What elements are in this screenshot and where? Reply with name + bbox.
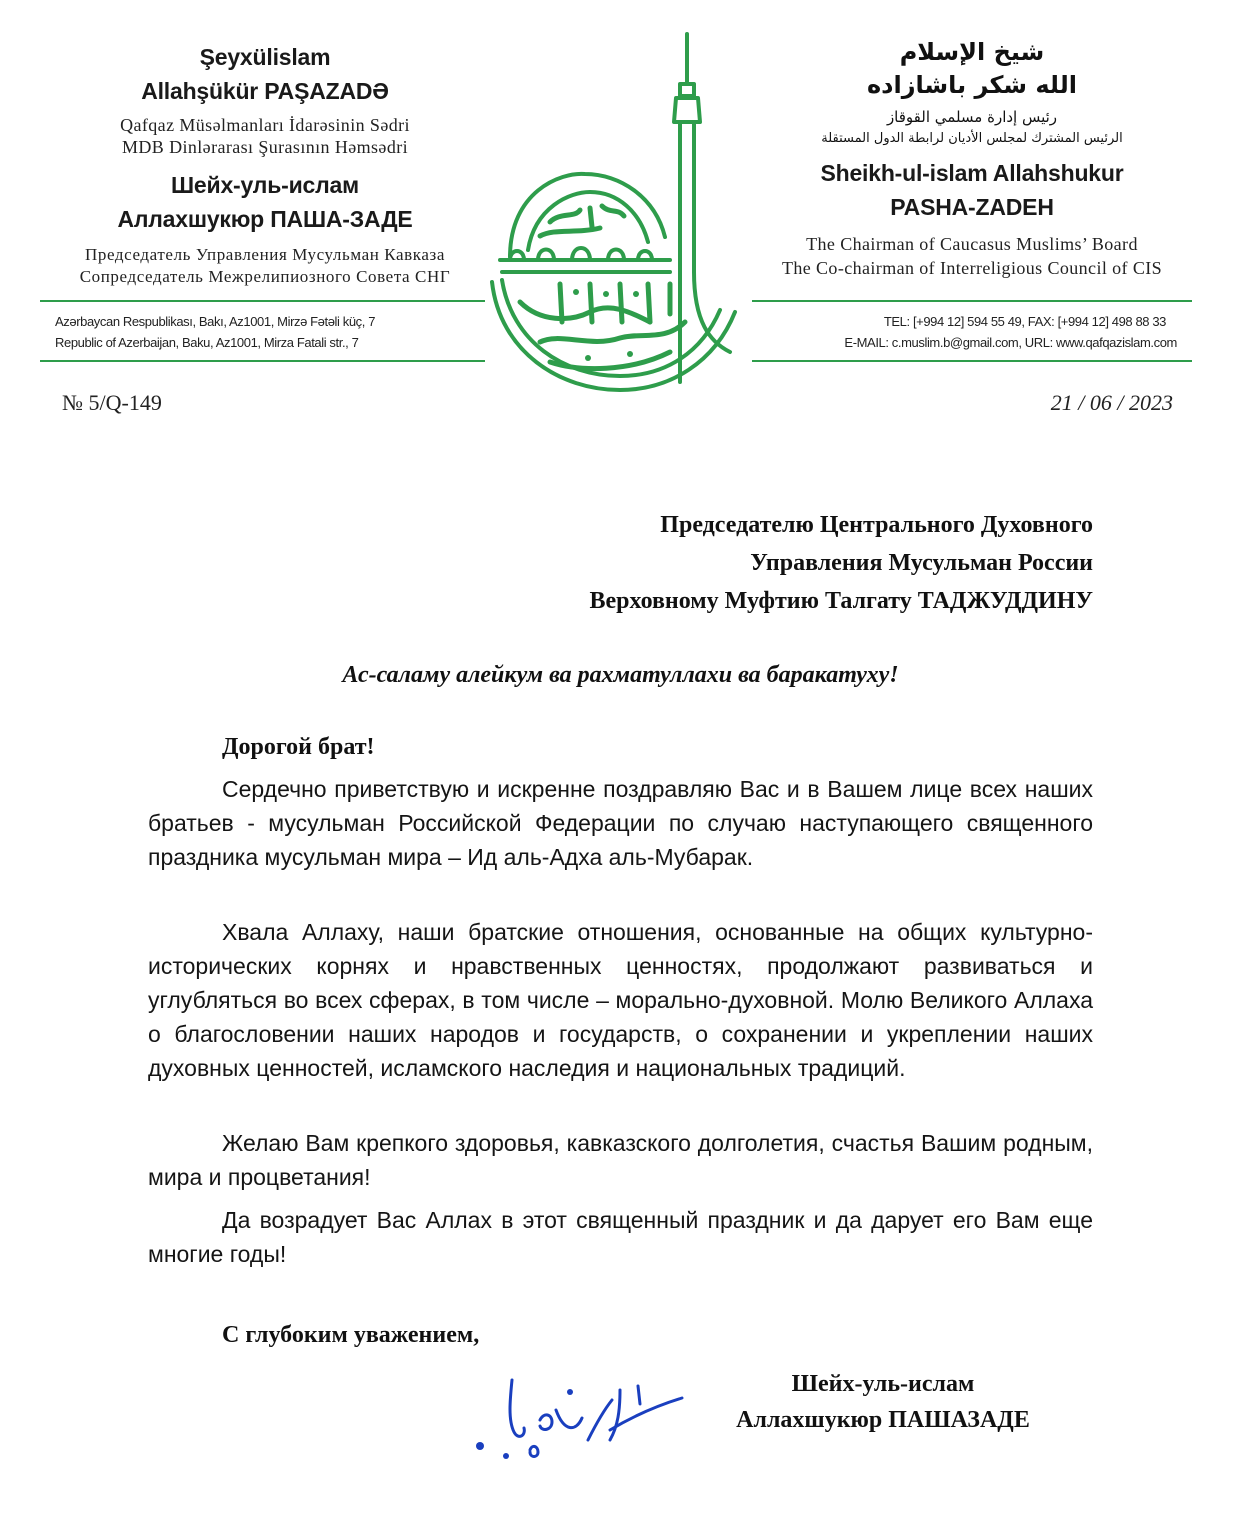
letter-number: № 5/Q-149 bbox=[62, 390, 162, 415]
address-az: Azərbaycan Respublikası, Bakı, Az1001, Mirzə Fətəli küç, 7 bbox=[55, 314, 376, 329]
salutation: Дорогой брат! bbox=[222, 734, 375, 760]
letterhead-divider-left-bottom bbox=[40, 360, 485, 362]
letterhead-divider-right-bottom bbox=[752, 360, 1192, 362]
signatory-block bbox=[673, 1366, 1093, 1438]
body-paragraph-2: Хвала Аллаху, наши братские отношения, основанные на общих культурно-исторических корнях и нравственных ценностях, продолжают развиваться и углубляться во всех сферах, в том числе – морально-духовной. Молю Великого Аллаха о благословении наших народов и государств, о сохранении и укреплении наших духовных ценностей, исламского наследия и национальных традиций. bbox=[148, 919, 1093, 1081]
letterhead-divider-right bbox=[752, 300, 1192, 302]
closing: С глубоким уважением, bbox=[222, 1322, 480, 1348]
az-title-1: Şeyxülislam bbox=[199, 44, 331, 70]
letter-date: 21 / 06 / 2023 bbox=[1050, 390, 1173, 415]
en-title-1: Sheikh-ul-islam Allahshukur bbox=[820, 160, 1124, 186]
signatory-name: Аллахшукюр ПАШАЗАДЕ bbox=[736, 1407, 1030, 1433]
ar-title-2: الله شكر باشازاده bbox=[867, 71, 1077, 99]
en-title-2: PASHA-ZADEH bbox=[890, 194, 1054, 220]
addressee-line-1: Председателю Центрального Духовного bbox=[660, 512, 1093, 538]
ru-title-2: Аллахшукюр ПАША-ЗАДЕ bbox=[117, 206, 413, 232]
az-subtitle-2: MDB Dinlərarası Şurasının Həmsədri bbox=[121, 137, 409, 157]
contact-phone-fax: TEL: [+994 12] 594 55 49, FAX: [+994 12] 498 88 33 bbox=[883, 314, 1166, 329]
greeting: Ас-саламу алейкум ва рахматуллахи ва баракатуху! bbox=[342, 662, 899, 688]
signatory-title: Шейх-уль-ислам bbox=[791, 1371, 975, 1397]
ru-title-1: Шейх-уль-ислам bbox=[171, 172, 359, 198]
letterhead-divider-left bbox=[40, 300, 485, 302]
body-paragraph-4: Да возрадует Вас Аллах в этот священный праздник и да дарует его Вам еще многие годы! bbox=[148, 1207, 1093, 1267]
ru-subtitle-1: Председатель Управления Мусульман Кавказа bbox=[85, 245, 445, 264]
contact-email-url: E-MAIL: c.muslim.b@gmail.com, URL: www.qafqazislam.com bbox=[844, 335, 1177, 350]
addressee-line-2: Управления Мусульман России bbox=[750, 550, 1093, 576]
addressee-line-3: Верховному Муфтию Талгату ТАДЖУДДИНУ bbox=[589, 588, 1093, 614]
mosque-calligraphy-emblem-icon bbox=[480, 22, 755, 397]
body-paragraph-1: Сердечно приветствую и искренне поздравляю Вас и в Вашем лице всех наших братьев - мусульман Российской Федерации по случаю наступающего священного праздника мусульман мира – Ид аль-Адха аль-Мубарак. bbox=[148, 776, 1093, 870]
handwritten-signature-icon bbox=[460, 1370, 690, 1470]
ar-title-1: شيخ الإسلام bbox=[899, 38, 1045, 66]
letterhead-left bbox=[40, 40, 490, 288]
address-en: Republic of Azerbaijan, Baku, Az1001, Mirza Fatali str., 7 bbox=[55, 335, 359, 350]
ru-subtitle-2: Сопредседатель Межрелипиозного Совета СНГ bbox=[79, 267, 451, 286]
letterhead-right bbox=[752, 36, 1192, 280]
en-subtitle-2: The Co-chairman of Interreligious Council of CIS bbox=[781, 258, 1163, 278]
az-subtitle-1: Qafqaz Müsəlmanları İdarəsinin Sədri bbox=[120, 115, 410, 135]
body-paragraph-3: Желаю Вам крепкого здоровья, кавказского долголетия, счастья Вашим родным, мира и процветания! bbox=[148, 1130, 1093, 1190]
ar-subtitle-1: رئيس إدارة مسلمي القوقاز bbox=[886, 108, 1058, 126]
en-subtitle-1: The Chairman of Caucasus Muslims’ Board bbox=[806, 234, 1138, 254]
ar-subtitle-2: الرئيس المشترك لمجلس الأديان لرابطة الدول المستقلة bbox=[821, 131, 1123, 146]
az-title-2: Allahşükür PAŞAZADƏ bbox=[141, 78, 389, 104]
addressee-block bbox=[293, 506, 1093, 620]
